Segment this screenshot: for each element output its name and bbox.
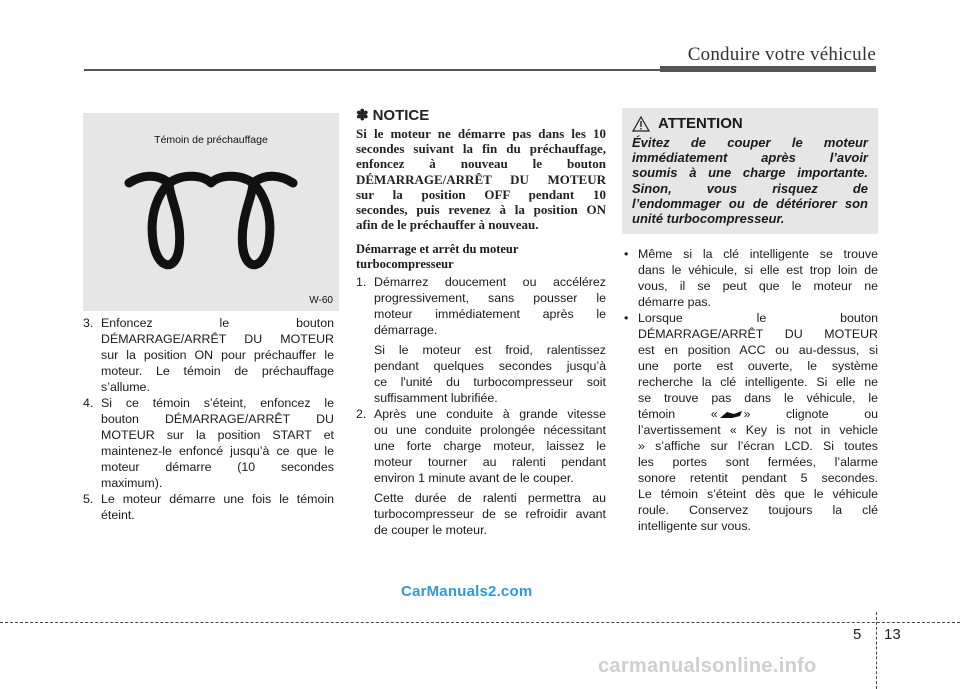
- text-line: maintenez-le enfoncé jusqu’à ce que le: [101, 444, 334, 458]
- text-line: Démarrez doucement ou accélérez: [374, 275, 606, 290]
- bullet-dot: •: [624, 247, 629, 262]
- text-line: moteur immédiatement après le: [374, 307, 606, 322]
- text-line: sur la position ON pour préchauffer le: [101, 348, 334, 362]
- text-line: secondes suivant la fin du préchauffage,: [356, 141, 606, 157]
- step-number: 5.: [83, 492, 94, 506]
- notice-star-icon: ✽: [356, 107, 369, 124]
- attention-line: l’endommager ou de détériorer son: [632, 195, 868, 211]
- text-line: dans le véhicule, si elle est trop loin de: [638, 263, 878, 278]
- text-line: DÉMARRAGE/ARRÊT DU MOTEUR: [638, 327, 878, 342]
- text-line: Après une conduite à grande vitesse: [374, 407, 606, 422]
- glow-plug-coil-icon: [123, 169, 299, 289]
- watermark-carmanualsonline[interactable]: carmanualsonline.info: [598, 655, 817, 677]
- figure-code: W-60: [309, 295, 333, 306]
- turbo-step: [356, 490, 606, 538]
- attention-line: unité turbocompresseur.: [632, 211, 785, 227]
- text-line: MOTEUR sur la position START et: [101, 428, 334, 442]
- turbo-heading: [356, 242, 606, 272]
- text-line: recherche la clé intelligente. Si elle ne: [638, 375, 878, 390]
- step-number: [356, 490, 374, 538]
- text-line: DÉMARRAGE/ARRÊT DU MOTEUR: [101, 332, 334, 346]
- text-line: secondes, puis revenez à la position ON: [356, 202, 606, 218]
- section-header-title: Conduire votre véhicule: [687, 44, 876, 65]
- text-line: sur la position OFF pendant 10: [356, 186, 606, 202]
- text-line: » s’affiche sur l’écran LCD. Si toutes: [638, 439, 878, 454]
- step-item: [83, 491, 334, 523]
- step-text: [101, 491, 334, 523]
- turbo-step: [356, 406, 606, 486]
- text-line: environ 1 minute avant de le couper.: [374, 471, 574, 486]
- step-text: [101, 395, 334, 491]
- step-text: [101, 315, 334, 395]
- bullet-dot: •: [624, 311, 629, 326]
- attention-line: Sinon, vous risquez de: [632, 180, 868, 196]
- turbo-step: [356, 342, 606, 406]
- step-number: [356, 342, 374, 406]
- step-item: [83, 315, 334, 395]
- header-rule-bold: [660, 66, 876, 72]
- header-rule: [84, 69, 660, 71]
- notice-title-text: NOTICE: [372, 107, 430, 124]
- step-item: [83, 395, 334, 491]
- attention-box: [622, 108, 878, 234]
- text-line: Cette durée de ralenti permettra au: [374, 491, 606, 506]
- step-number: 3.: [83, 316, 94, 330]
- text-line: est en position ACC ou au-dessus, si: [638, 343, 878, 358]
- right-column: [622, 108, 878, 534]
- text-line: moteur. Le témoin de préchauffage: [101, 364, 334, 378]
- text-line: ce l'unité du turbocompresseur soit: [374, 375, 606, 390]
- bullet-text: [638, 310, 878, 534]
- text-line: bouton DÉMARRAGE/ARRÊT DU: [101, 412, 334, 426]
- text-line: moteur tourner au ralenti pendant: [374, 455, 606, 470]
- heading-line: turbocompresseur: [356, 257, 454, 272]
- step-number: 1.: [356, 275, 367, 290]
- turbo-steps: [356, 274, 606, 538]
- text-line: démarre pas.: [638, 295, 712, 310]
- text-line: moteur démarre (10 secondes: [101, 460, 334, 474]
- text-line: Lorsque le bouton: [638, 311, 878, 326]
- text-line: maximum).: [101, 476, 163, 490]
- text-line: vous, il se peut que le moteur ne: [638, 279, 878, 294]
- text-line: une porte est ouverte, le système: [638, 359, 878, 374]
- attention-line: soumis à une charge importante.: [632, 165, 868, 181]
- text-line: pendant quelques secondes jusqu’à: [374, 359, 606, 374]
- text-line: s’allume.: [101, 380, 150, 394]
- attention-line: immédiatement après l’avoir: [632, 150, 868, 166]
- bullet-item: [622, 246, 878, 310]
- text-line: Si le moteur ne démarre pas dans les 10: [356, 126, 606, 141]
- text-line: témoin « » clignote ou: [638, 407, 878, 422]
- text-line: turbocompresseur de se refroidir avant: [374, 507, 606, 522]
- text-line: Le moteur démarre une fois le témoin: [101, 492, 334, 506]
- text-line: ou une conduite prolongée nécessitant: [374, 423, 606, 438]
- watermark-carmanuals2[interactable]: CarManuals2.com: [401, 583, 533, 600]
- text-line: DÉMARRAGE/ARRÊT DU MOTEUR: [356, 171, 606, 187]
- text-line: intelligente sur vous.: [638, 519, 751, 534]
- text-line: les portes sont fermées, l’alarme: [638, 455, 878, 470]
- text-line: roule. Conservez toujours la clé: [638, 503, 878, 518]
- text-line: une forte charge moteur, laissez le: [374, 439, 606, 454]
- text-line: Même si la clé intelligente se trouve: [638, 247, 878, 262]
- figure-caption: Témoin de préchauffage: [154, 134, 268, 146]
- heading-line: Démarrage et arrêt du moteur: [356, 242, 519, 257]
- page-number: 13: [884, 626, 901, 643]
- warning-triangle-icon: [632, 116, 650, 132]
- notice-title: [356, 108, 606, 124]
- middle-column: [356, 108, 606, 538]
- attention-body: [632, 135, 868, 226]
- attention-title-text: ATTENTION: [658, 115, 743, 132]
- bullet-text: [638, 246, 878, 310]
- step-text: [374, 274, 606, 338]
- turbo-step: [356, 274, 606, 338]
- step-text: [374, 342, 606, 406]
- bullet-item: [622, 310, 878, 534]
- attention-title: [632, 116, 868, 132]
- step-text: [374, 406, 606, 486]
- text-line: Si le moteur est froid, ralentissez: [374, 343, 606, 358]
- smart-key-icon: [718, 409, 744, 421]
- bullet-list: [622, 246, 878, 534]
- glow-indicator-figure: [83, 113, 339, 311]
- footer-divider: [876, 612, 877, 689]
- text-line: Enfoncez le bouton: [101, 316, 334, 330]
- text-line: éteint.: [101, 508, 135, 522]
- text-line: enfoncez à nouveau le bouton: [356, 156, 606, 172]
- text-line: se trouve pas dans le véhicule, le: [638, 391, 878, 406]
- page-section-number: 5: [853, 626, 862, 643]
- text-line: Le témoin s’éteint dès que le véhicule: [638, 487, 878, 502]
- text-line: démarrage.: [374, 323, 438, 338]
- text-line: Si ce témoin s’éteint, enfoncez le: [101, 396, 334, 410]
- text-line: progressivement, sans pousser le: [374, 291, 606, 306]
- step-number: 4.: [83, 396, 94, 410]
- step-number: 2.: [356, 407, 367, 422]
- left-column-steps: [83, 315, 334, 523]
- notice-body: [356, 126, 606, 232]
- attention-line: Évitez de couper le moteur: [632, 135, 868, 150]
- footer-rule: [0, 622, 960, 623]
- text-line: suffisamment lubrifiée.: [374, 391, 498, 406]
- text-line: l’avertissement « Key is not in vehicle: [638, 423, 878, 438]
- step-text: [374, 490, 606, 538]
- text-line: sonore retentit pendant 5 secondes.: [638, 471, 878, 486]
- text-line: de couper le moteur.: [374, 523, 487, 538]
- text-line: afin de le préchauffer à nouveau.: [356, 217, 539, 233]
